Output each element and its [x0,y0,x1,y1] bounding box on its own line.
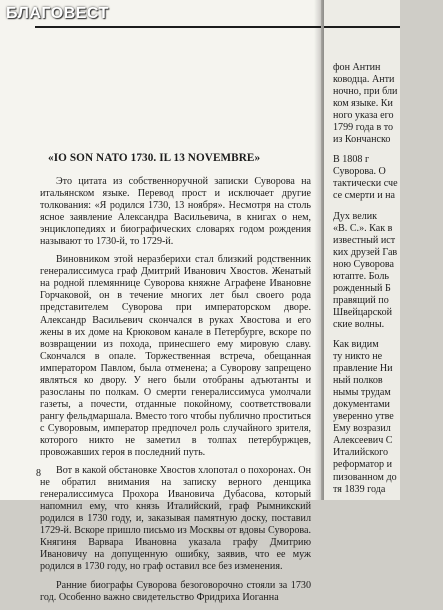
body-text [40,176,311,610]
right-page-line: из Кончанско [333,134,391,146]
paragraph-2: Виновником этой неразберихи стал близкий родственник генералиссимуса граф Дмитрий Иванович Хвостов. Женатый на родной племяннице Суворова княжне Аграфене Ивановне Горчаковой, он в течение многих лет был своего рода представителем Суворова при императорском дворе. Александр Васильевич скончался в руках Хвостова и его жены в их доме на Крюковом канале в Петербурге, вскоре по возвращении из похода, принесшего ему мировую славу. Скончался в опале. Торжественная встреча, обещанная императором Павлом, была отменена; а Суворову запрещено являться ко двору. У него были отобраны адъютанты и разосланы по полкам. О смерти генералиссимуса умолчали газеты, а почести, отданные покойному, соответствовали рангу фельдмаршала. Вместо того чтобы публично проститься с Суворовым, император предпочел роль случайного зрителя, которого никто не заметил в толпах петербуржцев, провожавших героя в последний путь. [40,254,311,459]
right-page-line: ного указа его [333,110,394,122]
right-page-line: ютапте. Боль [333,270,389,282]
right-page-line: уверенно утве [333,411,394,423]
right-page-line: Алексеевич С [333,435,393,447]
right-page-line: известный ист [333,234,396,246]
paragraph-gap [333,331,443,339]
right-page-line: ком языке. Ки [333,98,393,110]
header-rule [35,26,321,28]
book-gutter [314,0,324,500]
right-page-line: ководца. Анти [333,74,395,86]
right-page-line: ких друзей Гав [333,246,398,258]
right-page-line: Дух велик [333,210,378,222]
paragraph-gap [333,146,443,154]
right-page-line: правление Ни [333,363,393,375]
right-page-line: Суворова. О [333,166,386,178]
right-page-line: ною Суворова [333,258,394,270]
right-page-line: документами [333,399,390,411]
right-page-line: Ему возразил [333,423,391,435]
right-page-line: Как видим [333,338,379,350]
right-page-line: 1799 года в то [333,122,394,134]
right-page-line: тактически сче [333,178,398,190]
right-page-line: нымы трудам [333,387,391,399]
right-page-line: пизованном до [333,471,397,483]
right-page-text [333,62,443,496]
paragraph-1: Это цитата из собственноручной записки Суворова на итальянском языке. Перевод прост и исключает другие толкования: «Я родился 1730, 13 ноября». Несмотря на столь ясное заявление Александра Васильевича, в книгах о нем, энциклопедиях и биографических словарях годом рождения называют то 1730-й, то 1729-й. [40,176,311,248]
right-page-line: рожденный Б [333,282,391,294]
right-page-line: правящий по [333,294,389,306]
page-number: 8 [36,468,41,479]
paragraph-3: Вот в какой обстановке Хвостов хлопотал о похоронах. Он не обратил внимания на записку верного денщика генералиссимуса Прохора Ивановича Дубасова, который напомнил ему, что князь Италийский, граф Рымникский родился в 1730 году, и, заказывая памятную доску, поставил 1729-й. Вскоре пришло письмо из Москвы от вдовы Суворова. Княгиня Варвара Ивановна указала графу Дмитрию Ивановичу на допущенную ошибку, заявив, что ее муж родился в 1730 году, но граф оставил все без изменения. [40,465,311,573]
right-page-line: Италийского [333,447,389,459]
right-page-line: ный полков [333,375,383,387]
right-page [324,0,400,500]
chapter-heading: «IO SON NATO 1730. IL 13 NOVEMBRE» [48,152,261,164]
right-page-line: тя 1839 года [333,483,386,495]
right-page-line: Швейцарской [333,306,393,318]
paragraph-gap [333,203,443,211]
watermark-logo: БЛАГОВЕСТ [6,5,109,22]
paragraph-4: Ранние биографы Суворова безоговорочно стояли за 1730 год. Особенно важно свидетельство Фридриха Иоганна [40,579,311,603]
right-page-line: фон Антин [333,62,381,73]
right-page-line: «В. С.». Как в [333,222,393,234]
right-page-line: В 1808 г [333,154,370,166]
right-page-line: ту никто не [333,351,383,363]
right-header-rule [324,26,400,28]
right-page-line: ночно, при бли [333,86,398,98]
right-page-line: реформатор и [333,459,392,471]
right-page-line: се смерти и на [333,190,396,202]
right-page-line: ские волны. [333,318,385,330]
